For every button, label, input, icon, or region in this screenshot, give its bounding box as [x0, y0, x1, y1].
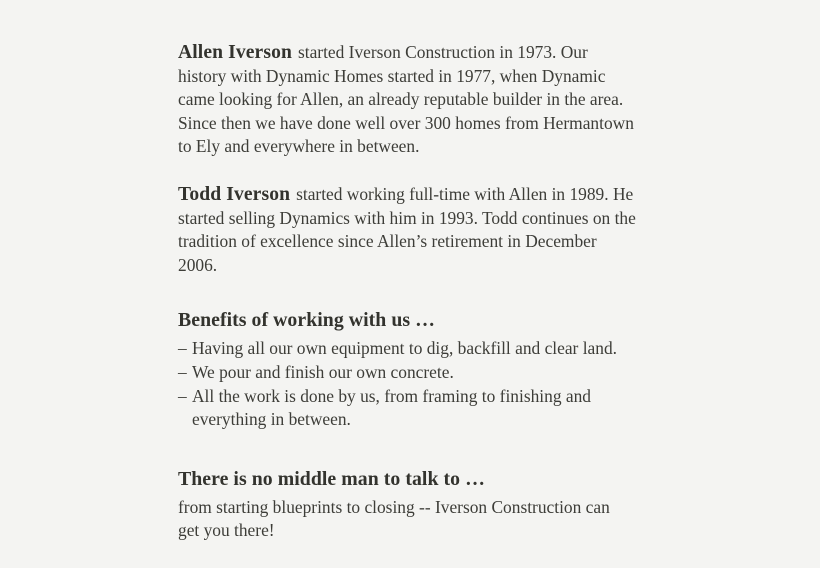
list-item-label: We pour and finish our own concrete. — [192, 361, 454, 382]
paragraph-allen-iverson — [178, 41, 636, 159]
document-content — [178, 41, 636, 543]
bullet-dash-icon: – — [178, 338, 187, 359]
person-name-allen-iverson: Allen Iverson — [178, 42, 292, 63]
person-name-todd-iverson: Todd Iverson — [178, 183, 291, 205]
list-item — [178, 337, 636, 361]
paragraph-allen-iverson-body: started Iverson Construction in 1973. Our history with Dynamic Homes started in 1977, when Dynamic came looking for Allen, an already reputable builder in the area. Since then we have done well over 300 homes from Hermantown to Ely and everywhere in between. — [178, 42, 634, 157]
list-item-label: All the work is done by us, from framing to finishing and everything in between. — [192, 385, 591, 430]
paragraph-todd-iverson-body: started working full-time with Allen in 1989. He started selling Dynamics with him in 1993. Todd continues on the tradition of excellence since Allen’s retirement in December 2006. — [178, 183, 636, 275]
benefits-list — [178, 337, 636, 431]
closing-text: from starting blueprints to closing -- Iverson Construction can get you there! — [178, 496, 610, 541]
benefits-heading: Benefits of working with us … — [178, 309, 435, 332]
closing-heading: There is no middle man to talk to … — [178, 467, 485, 490]
benefits-section — [178, 307, 636, 431]
closing-section — [178, 466, 636, 543]
list-item — [178, 385, 636, 432]
list-item-label: Having all our own equipment to dig, backfill and clear land. — [192, 338, 617, 359]
bullet-dash-icon: – — [178, 361, 187, 382]
list-item — [178, 361, 636, 385]
paragraph-todd-iverson — [178, 183, 636, 277]
bullet-dash-icon: – — [178, 385, 187, 406]
